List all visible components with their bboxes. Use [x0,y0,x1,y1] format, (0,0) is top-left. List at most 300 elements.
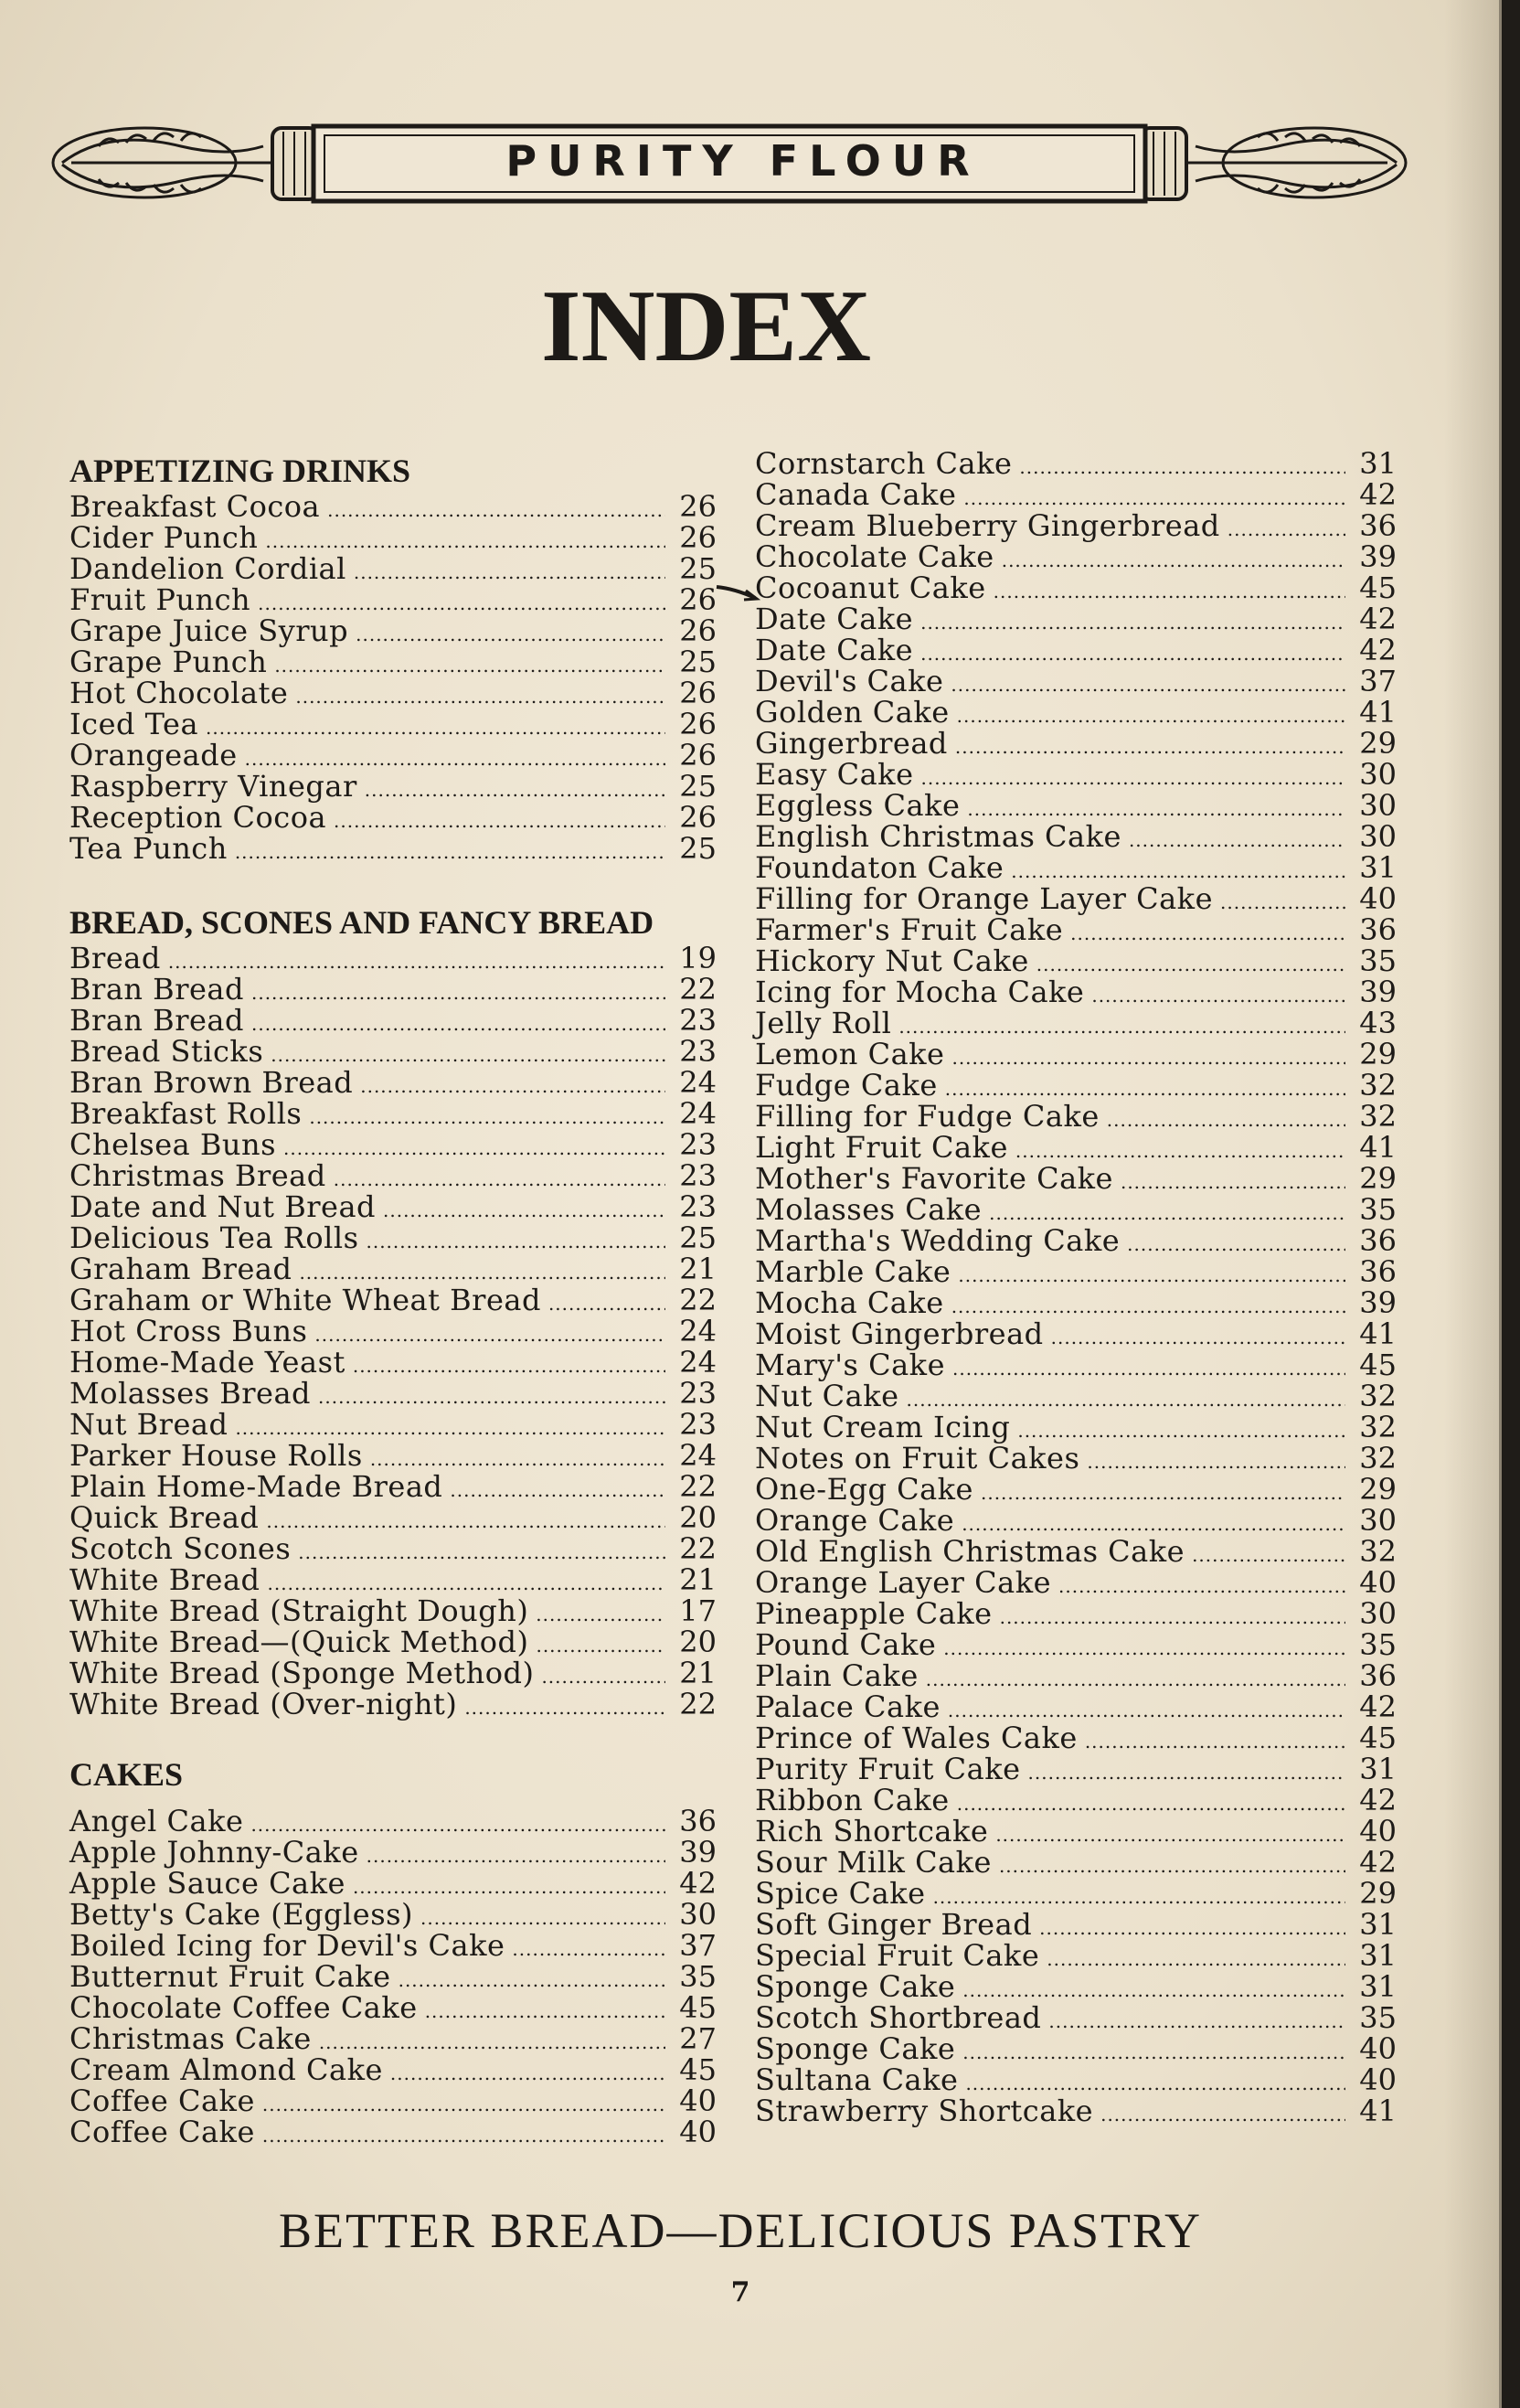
index-entry [755,1256,1397,1287]
index-entry [69,1005,717,1036]
dot-leader [266,1506,665,1537]
dot-leader [318,1381,665,1412]
entry-name: Chelsea Buns [69,1127,277,1162]
entry-page-number: 20 [679,1500,717,1535]
entry-page-number: 40 [1359,881,1397,916]
entry-name: Icing for Mocha Cake [755,975,1085,1009]
entry-page-number: 26 [679,738,717,772]
entry-name: Prince of Wales Cake [755,1721,1078,1755]
entry-name: Notes on Fruit Cakes [755,1441,1080,1476]
entry-page-number: 29 [1359,1472,1397,1507]
banner-text: PURITY FLOUR [505,136,981,186]
entry-page-number: 26 [679,489,717,524]
entry-page-number: 41 [1359,1316,1397,1351]
entry-page-number: 17 [679,1593,717,1628]
index-entry [69,1067,717,1098]
entry-name: Canada Cake [755,477,957,512]
entry-name: White Bread (Straight Dough) [69,1593,529,1628]
entry-page-number: 31 [1359,850,1397,885]
index-entry [755,945,1397,976]
entry-name: Hot Chocolate [69,676,289,710]
entry-name: Orangeade [69,738,238,772]
entry-name: Cornstarch Cake [755,446,1013,481]
entry-name: Old English Christmas Cake [755,1534,1185,1569]
entry-name: Orange Layer Cake [755,1565,1052,1600]
section-title-drinks: APPETIZING DRINKS [69,453,411,489]
index-entry [755,759,1397,790]
dot-leader [1002,545,1345,576]
dot-leader [536,1630,665,1661]
dot-leader [1091,980,1345,1011]
entry-page-number: 24 [679,1096,717,1131]
entry-name: Graham or White Wheat Bread [69,1283,541,1317]
footer-slogan: BETTER BREAD—DELICIOUS PASTRY [278,2203,1203,2258]
index-entry [755,1598,1397,1629]
index-entry [755,572,1397,603]
index-entry [69,1129,717,1160]
dot-leader [951,1042,1345,1073]
entry-name: Chocolate Coffee Cake [69,1990,418,2025]
entry-name: Palace Cake [755,1689,941,1724]
index-entry [755,1971,1397,2002]
dot-leader [1192,1540,1345,1571]
index-entry [755,1940,1397,1971]
entry-page-number: 23 [679,1407,717,1442]
entry-page-number: 41 [1359,695,1397,730]
entry-page-number: 29 [1359,1161,1397,1196]
index-entry [69,1191,717,1222]
dot-leader [1047,1944,1345,1975]
entry-page-number: 20 [679,1625,717,1659]
dot-leader [957,1788,1345,1819]
entry-page-number: 45 [1359,1348,1397,1382]
entry-name: White Bread (Over-night) [69,1687,458,1721]
index-entry [755,1101,1397,1132]
dot-leader [1121,1167,1345,1198]
entry-name: Angel Cake [69,1804,244,1838]
entry-page-number: 32 [1359,1534,1397,1569]
index-entry [755,1660,1397,1691]
index-list-cakes [69,1806,717,2147]
dot-leader [952,1353,1345,1384]
index-entry [755,2095,1397,2126]
entry-name: Plain Cake [755,1658,919,1693]
index-entry [755,1132,1397,1163]
entry-page-number: 23 [679,1003,717,1038]
entry-name: Apple Sauce Cake [69,1866,345,1901]
entry-page-number: 23 [679,1376,717,1411]
entry-name: Martha's Wedding Cake [755,1223,1121,1258]
entry-page-number: 40 [1359,2062,1397,2097]
entry-page-number: 30 [1359,819,1397,854]
dot-leader [1085,1726,1345,1757]
entry-page-number: 36 [1359,1658,1397,1693]
entry-name: White Bread—(Quick Method) [69,1625,529,1659]
entry-name: Coffee Cake [69,2115,255,2149]
index-entry [755,790,1397,821]
dot-leader [955,731,1345,762]
entry-name: Date Cake [755,602,914,636]
index-entry [69,1657,717,1689]
purity-flour-banner [44,110,1415,218]
entry-page-number: 35 [1359,1627,1397,1662]
section-title-bread: BREAD, SCONES AND FANCY BREAD [69,904,654,941]
entry-name: Nut Bread [69,1407,229,1442]
entry-page-number: 26 [679,582,717,617]
entry-page-number: 45 [679,2052,717,2087]
index-entry [69,771,717,802]
entry-page-number: 31 [1359,1938,1397,1973]
index-entry [69,1689,717,1720]
entry-name: Christmas Bread [69,1158,326,1193]
entry-name: Grape Punch [69,645,268,679]
index-entry [755,1567,1397,1598]
entry-name: Parker House Rolls [69,1438,363,1473]
dot-leader [1039,1913,1345,1944]
entry-name: Devil's Cake [755,664,944,698]
index-entry [69,2085,717,2116]
dot-leader [425,1996,665,2027]
entry-page-number: 37 [1359,664,1397,698]
entry-name: Orange Cake [755,1503,955,1538]
index-entry [755,510,1397,541]
index-entry [69,709,717,740]
dot-leader [262,2120,665,2151]
dot-leader [1028,1757,1345,1788]
index-entry [69,1222,717,1253]
entry-page-number: 45 [679,1990,717,2025]
entry-page-number: 24 [679,1065,717,1100]
entry-page-number: 25 [679,769,717,804]
entry-name: Molasses Cake [755,1192,983,1227]
index-entry [755,1163,1397,1194]
entry-name: Breakfast Cocoa [69,489,321,524]
entry-name: Special Fruit Cake [755,1938,1040,1973]
dot-leader [994,576,1345,607]
index-entry [755,1847,1397,1878]
dot-leader [995,1819,1345,1850]
entry-name: Mocha Cake [755,1285,944,1320]
dot-leader [962,2037,1345,2068]
index-entry [69,740,717,771]
entry-name: White Bread [69,1562,260,1597]
dot-leader [356,619,665,650]
entry-name: Light Fruit Cake [755,1130,1008,1165]
entry-page-number: 22 [679,972,717,1007]
entry-page-number: 39 [1359,1285,1397,1320]
dot-leader [274,650,665,681]
entry-page-number: 25 [679,645,717,679]
index-entry [755,1412,1397,1443]
entry-name: Bread Sticks [69,1034,264,1069]
entry-name: Fruit Punch [69,582,251,617]
entry-name: Apple Johnny-Cake [69,1835,359,1870]
entry-name: Foundaton Cake [755,850,1004,885]
entry-page-number: 24 [679,1438,717,1473]
index-entry [69,1806,717,1837]
index-entry [755,603,1397,634]
index-entry [755,1536,1397,1567]
dot-leader [334,805,665,836]
dot-leader [1087,1446,1345,1477]
entry-name: Grape Juice Syrup [69,613,349,648]
index-entry [69,2054,717,2085]
dot-leader [251,977,665,1008]
dot-leader [367,1840,665,1871]
entry-page-number: 32 [1359,1441,1397,1476]
entry-page-number: 41 [1359,1130,1397,1165]
index-entry [69,1930,717,1961]
entry-page-number: 23 [679,1158,717,1193]
index-column-left [69,453,717,2147]
entry-name: Plain Home-Made Bread [69,1469,443,1504]
entry-page-number: 42 [1359,1783,1397,1817]
entry-name: Sour Milk Cake [755,1845,992,1880]
entry-page-number: 39 [1359,539,1397,574]
entry-name: Sultana Cake [755,2062,959,2097]
entry-page-number: 26 [679,676,717,710]
entry-name: Eggless Cake [755,788,961,823]
index-entry [755,1722,1397,1753]
index-entry [755,728,1397,759]
entry-page-number: 35 [679,1959,717,1994]
index-entry [69,615,717,646]
entry-name: Coffee Cake [69,2083,255,2118]
index-entry [755,1287,1397,1318]
entry-page-number: 40 [1359,1565,1397,1600]
index-entry [69,1868,717,1899]
entry-page-number: 23 [679,1034,717,1069]
dot-leader [1070,918,1345,949]
entry-name: Sponge Cake [755,2031,956,2066]
entry-name: Home-Made Yeast [69,1345,345,1380]
dot-leader [334,1164,665,1195]
entry-page-number: 42 [1359,1845,1397,1880]
index-entry [755,852,1397,883]
index-entry [69,1284,717,1316]
entry-name: Quick Bread [69,1500,260,1535]
entry-name: Soft Ginger Bread [755,1907,1033,1942]
dot-leader [512,1934,665,1965]
index-entry [69,1378,717,1409]
index-column-right [755,448,1397,2126]
index-entry [69,1564,717,1595]
entry-page-number: 42 [1359,633,1397,667]
entry-page-number: 35 [1359,1192,1397,1227]
entry-name: Cream Almond Cake [69,2052,383,2087]
entry-page-number: 22 [679,1687,717,1721]
index-entry [755,1691,1397,1722]
entry-page-number: 21 [679,1252,717,1286]
dot-leader [1000,1602,1345,1633]
entry-name: White Bread (Sponge Method) [69,1656,535,1690]
entry-page-number: 36 [1359,1254,1397,1289]
entry-name: Golden Cake [755,695,950,730]
dot-leader [383,1195,665,1226]
dot-leader [353,1350,665,1381]
entry-name: Fudge Cake [755,1068,938,1103]
entry-name: Mary's Cake [755,1348,945,1382]
entry-name: Cider Punch [69,520,259,555]
index-entry [755,883,1397,914]
dot-leader [958,1260,1345,1291]
index-entry [69,1160,717,1191]
dot-leader [920,607,1345,638]
entry-name: Easy Cake [755,757,914,792]
entry-page-number: 26 [679,800,717,835]
entry-name: Filling for Fudge Cake [755,1099,1100,1134]
entry-page-number: 30 [1359,1596,1397,1631]
entry-name: Breakfast Rolls [69,1096,303,1131]
dot-leader [1048,2006,1345,2037]
dot-leader [1100,2099,1345,2130]
dot-leader [1058,1571,1345,1602]
dot-leader [309,1102,665,1133]
entry-page-number: 24 [679,1314,717,1348]
entry-name: Hickory Nut Cake [755,943,1029,978]
index-entry [69,1440,717,1471]
dot-leader [1019,452,1345,483]
entry-page-number: 41 [1359,2094,1397,2128]
entry-page-number: 26 [679,613,717,648]
entry-name: Cream Blueberry Gingerbread [755,508,1220,543]
dot-leader [314,1319,665,1350]
entry-name: Farmer's Fruit Cake [755,912,1064,947]
entry-page-number: 26 [679,707,717,741]
entry-page-number: 29 [1359,1876,1397,1911]
entry-name: Butternut Fruit Cake [69,1959,391,1994]
entry-page-number: 25 [679,551,717,586]
dot-leader [1127,1229,1345,1260]
entry-page-number: 21 [679,1656,717,1690]
entry-name: Jelly Roll [755,1006,892,1040]
entry-name: Bread [69,941,161,975]
index-entry [755,1225,1397,1256]
entry-page-number: 31 [1359,446,1397,481]
entry-page-number: 32 [1359,1410,1397,1444]
index-entry [69,1533,717,1564]
entry-page-number: 19 [679,941,717,975]
entry-name: Reception Cocoa [69,800,327,835]
dot-leader [1129,825,1345,856]
entry-page-number: 35 [1359,2000,1397,2035]
entry-page-number: 40 [1359,2031,1397,2066]
page-number: 7 [730,2276,750,2308]
entry-name: Boiled Icing for Devil's Cake [69,1928,505,1963]
entry-name: Marble Cake [755,1254,951,1289]
entry-name: Iced Tea [69,707,199,741]
entry-name: Delicious Tea Rolls [69,1220,359,1255]
entry-page-number: 39 [679,1835,717,1870]
index-entry [755,976,1397,1007]
entry-page-number: 37 [679,1928,717,1963]
section-title-cakes: CAKES [69,1756,184,1793]
dot-leader [399,1965,665,1996]
index-entry [69,677,717,709]
dot-leader [327,495,665,526]
entry-name: Gingerbread [755,726,948,761]
index-entry [755,1318,1397,1349]
index-entry [69,802,717,833]
entry-page-number: 36 [1359,1223,1397,1258]
dot-leader [981,1477,1345,1508]
entry-page-number: 31 [1359,1907,1397,1942]
entry-name: Bran Bread [69,1003,244,1038]
index-entry [755,666,1397,697]
entry-name: Cocoanut Cake [755,570,986,605]
entry-page-number: 40 [679,2083,717,2118]
index-entry [69,833,717,864]
entry-page-number: 24 [679,1345,717,1380]
dot-leader [450,1475,665,1506]
dot-leader [354,557,665,588]
entry-page-number: 23 [679,1189,717,1224]
dot-leader [926,1664,1345,1695]
index-entry [69,1409,717,1440]
index-entry [69,1502,717,1533]
dot-leader [464,1692,665,1723]
dot-leader [1107,1104,1345,1135]
entry-page-number: 45 [1359,570,1397,605]
entry-page-number: 39 [1359,975,1397,1009]
index-entry [755,634,1397,666]
entry-name: Bran Brown Bread [69,1065,354,1100]
entry-name: Rich Shortcake [755,1814,989,1849]
entry-name: Raspberry Vinegar [69,769,357,804]
entry-name: Christmas Cake [69,2021,312,2056]
dot-leader [251,1008,665,1039]
index-entry [69,1471,717,1502]
index-entry [755,1753,1397,1785]
dot-leader [1228,514,1345,545]
entry-page-number: 32 [1359,1099,1397,1134]
entry-page-number: 40 [1359,1814,1397,1849]
index-entry [755,1629,1397,1660]
index-entry [69,974,717,1005]
entry-page-number: 31 [1359,1969,1397,2004]
index-entry [755,1349,1397,1380]
entry-name: Date Cake [755,633,914,667]
entry-page-number: 27 [679,2021,717,2056]
entry-page-number: 30 [1359,1503,1397,1538]
entry-name: Nut Cake [755,1379,899,1413]
index-list-drinks [69,491,717,864]
dot-leader [295,681,665,712]
entry-page-number: 43 [1359,1006,1397,1040]
entry-name: Strawberry Shortcake [755,2094,1094,2128]
dot-leader [920,638,1345,669]
index-entry [755,2033,1397,2064]
index-entry [755,1505,1397,1536]
dot-leader [1220,887,1345,918]
dot-leader [541,1661,665,1692]
entry-page-number: 45 [1359,1721,1397,1755]
index-entry [755,1443,1397,1474]
entry-page-number: 30 [1359,788,1397,823]
entry-name: Moist Gingerbread [755,1316,1044,1351]
index-entry [755,1785,1397,1816]
index-entry [69,2023,717,2054]
index-entry [69,1316,717,1347]
entry-name: Mother's Favorite Cake [755,1161,1113,1196]
entry-name: Graham Bread [69,1252,292,1286]
index-entry [755,1380,1397,1412]
entry-page-number: 42 [679,1866,717,1901]
dot-leader [262,2089,665,2120]
index-entry [69,1253,717,1284]
index-entry [69,1036,717,1067]
index-entry [755,1474,1397,1505]
